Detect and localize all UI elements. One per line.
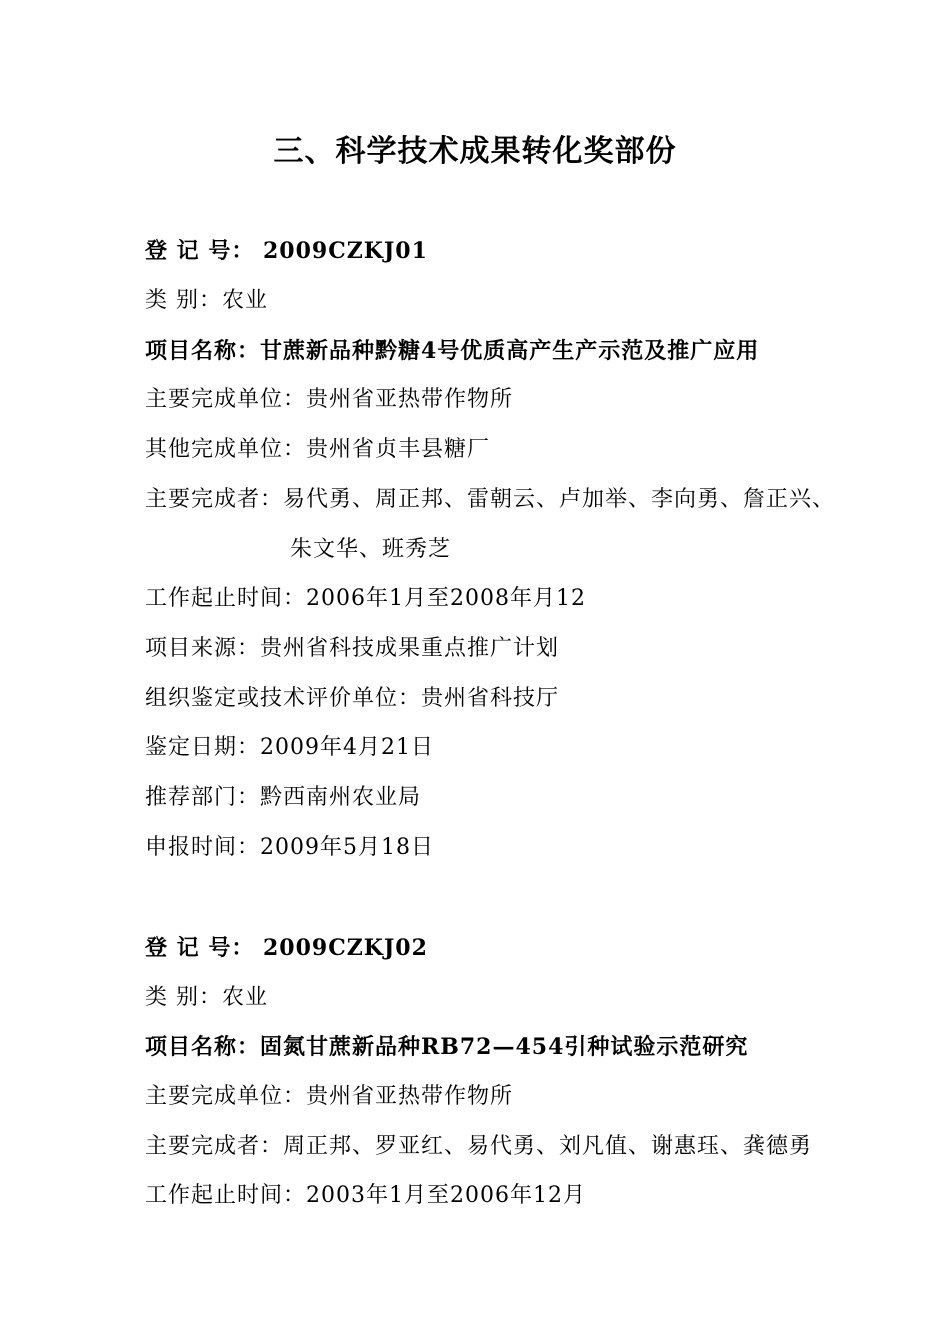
project-name: 项目名称：甘蔗新品种黔糖4号优质高产生产示范及推广应用 bbox=[145, 338, 760, 364]
other-completing-unit: 其他完成单位：贵州省贞丰县糖厂 bbox=[145, 437, 491, 462]
evaluation-unit: 组织鉴定或技术评价单位：贵州省科技厅 bbox=[145, 686, 560, 711]
project-name: 项目名称：固氮甘蔗新品种RB72—454引种试验示范研究 bbox=[145, 1034, 749, 1060]
registration-number: 登 记 号： 2009CZKJ02 bbox=[145, 935, 428, 961]
registration-number: 登 记 号： 2009CZKJ01 bbox=[145, 238, 428, 264]
report-date: 申报时间：2009年5月18日 bbox=[145, 835, 434, 860]
category: 类 别：农业 bbox=[145, 985, 268, 1010]
project-source: 项目来源：贵州省科技成果重点推广计划 bbox=[145, 636, 560, 661]
main-completing-unit: 主要完成单位：贵州省亚热带作物所 bbox=[145, 1084, 514, 1109]
appraisal-date: 鉴定日期：2009年4月21日 bbox=[145, 735, 434, 760]
main-completers: 主要完成者：易代勇、周正邦、雷朝云、卢加举、李向勇、詹正兴、 bbox=[145, 487, 836, 512]
main-completers: 主要完成者：周正邦、罗亚红、易代勇、刘凡值、谢惠珏、龚德勇 bbox=[145, 1134, 813, 1159]
recommending-department: 推荐部门：黔西南州农业局 bbox=[145, 785, 422, 810]
work-period: 工作起止时间：2003年1月至2006年12月 bbox=[145, 1183, 586, 1208]
page-title: 三、科学技术成果转化奖部份 bbox=[273, 134, 677, 169]
work-period: 工作起止时间：2006年1月至2008年月12 bbox=[145, 586, 586, 611]
main-completing-unit: 主要完成单位：贵州省亚热带作物所 bbox=[145, 387, 514, 412]
main-completers-continued: 朱文华、班秀芝 bbox=[290, 537, 452, 562]
category: 类 别：农业 bbox=[145, 288, 268, 313]
